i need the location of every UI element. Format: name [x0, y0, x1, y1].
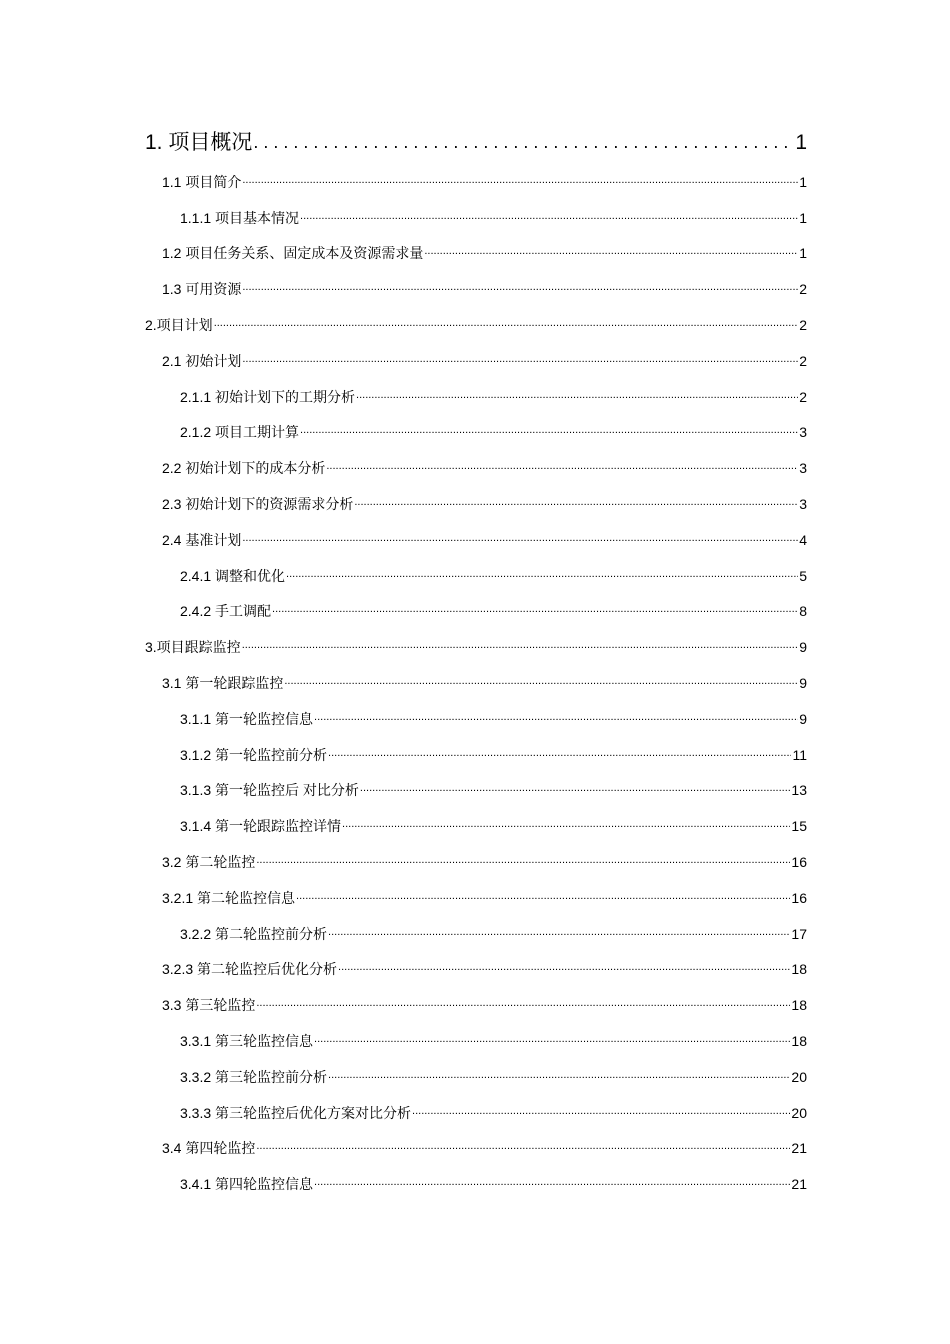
- toc-entry-page-number: 20: [791, 1104, 807, 1121]
- toc-dot-leader: [342, 814, 790, 834]
- toc-dot-leader: [272, 599, 798, 619]
- toc-entry-page-number: 18: [791, 1032, 807, 1049]
- toc-entry-page-number: 3: [799, 424, 807, 441]
- toc-dot-leader: [338, 957, 790, 977]
- toc-dot-leader: [356, 385, 798, 405]
- toc-dot-leader: [286, 564, 798, 584]
- toc-entry[interactable]: [145, 836, 807, 872]
- toc-entry[interactable]: [145, 1123, 807, 1159]
- toc-entry[interactable]: [145, 371, 807, 407]
- toc-entry-page-number: 1: [795, 131, 807, 154]
- toc-entry-label: 3.1 第一轮跟踪监控: [162, 674, 284, 691]
- toc-entry-page-number: 21: [791, 1140, 807, 1157]
- toc-entry-page-number: 16: [791, 853, 807, 870]
- toc-entry-page-number: 11: [792, 746, 807, 763]
- toc-entry[interactable]: [145, 407, 807, 443]
- toc-entry[interactable]: [145, 693, 807, 729]
- toc-entry-page-number: 9: [799, 674, 807, 691]
- toc-entry-page-number: 21: [791, 1176, 807, 1193]
- toc-entry-label: 3.1.2 第一轮监控前分析: [180, 746, 328, 763]
- toc-entry-page-number: 9: [799, 639, 807, 656]
- toc-entry-page-number: 18: [791, 961, 807, 978]
- toc-dot-leader: [256, 850, 790, 870]
- toc-entry[interactable]: [145, 335, 807, 371]
- toc-entry-page-number: 20: [791, 1068, 807, 1085]
- toc-entry-page-number: 3: [799, 495, 807, 512]
- toc-entry-page-number: 4: [799, 531, 807, 548]
- toc-dot-leader: [296, 886, 790, 906]
- toc-entry-label: 3.2.2 第二轮监控前分析: [180, 925, 328, 942]
- toc-entry-label: 3.3.3 第三轮监控后优化方案对比分析: [180, 1104, 412, 1121]
- toc-entry-page-number: 13: [791, 782, 807, 799]
- toc-entry-page-number: 5: [799, 567, 807, 584]
- toc-entry-page-number: 18: [791, 997, 807, 1014]
- toc-entry-label: 3.1.3 第一轮监控后 对比分析: [180, 782, 359, 799]
- toc-entry-page-number: 15: [791, 818, 807, 835]
- toc-entry-label: 2.3 初始计划下的资源需求分析: [162, 495, 354, 512]
- toc-entry-label: 2.1 初始计划: [162, 352, 242, 369]
- table-of-contents: [145, 120, 807, 1194]
- toc-entry-label: 1.3 可用资源: [162, 281, 242, 298]
- toc-entry[interactable]: [145, 586, 807, 622]
- toc-entry[interactable]: [145, 1087, 807, 1123]
- toc-dot-leader: [256, 1136, 790, 1156]
- toc-entry[interactable]: [145, 228, 807, 264]
- toc-dot-leader: [328, 922, 790, 942]
- toc-entry[interactable]: [145, 478, 807, 514]
- toc-dot-leader: [256, 993, 790, 1013]
- toc-entry-label: 3.1.1 第一轮监控信息: [180, 710, 314, 727]
- toc-entry-label: 2.1.1 初始计划下的工期分析: [180, 388, 356, 405]
- toc-entry[interactable]: [145, 800, 807, 836]
- toc-entry-label: 3.4 第四轮监控: [162, 1140, 256, 1157]
- toc-entry[interactable]: [145, 192, 807, 228]
- toc-entry-label: 1.2 项目任务关系、固定成本及资源需求量: [162, 245, 424, 262]
- toc-dot-leader: [326, 456, 798, 476]
- toc-entry[interactable]: [145, 120, 807, 156]
- toc-entry[interactable]: [145, 729, 807, 765]
- toc-entry[interactable]: [145, 908, 807, 944]
- toc-entry-page-number: 2: [799, 388, 807, 405]
- toc-entry[interactable]: [145, 657, 807, 693]
- toc-entry-page-number: 17: [791, 925, 807, 942]
- toc-entry-label: 3.项目跟踪监控: [145, 639, 241, 656]
- toc-entry-label: 3.2.3 第二轮监控后优化分析: [162, 961, 338, 978]
- toc-dot-leader: [354, 492, 798, 512]
- toc-entry[interactable]: [145, 263, 807, 299]
- toc-entry[interactable]: [145, 442, 807, 478]
- toc-dot-leader: [214, 313, 799, 333]
- toc-entry[interactable]: [145, 550, 807, 586]
- toc-dot-leader: [300, 420, 798, 440]
- toc-entry-label: 1. 项目概况: [145, 131, 253, 154]
- toc-entry-page-number: 3: [799, 460, 807, 477]
- toc-entry-label: 3.2 第二轮监控: [162, 853, 256, 870]
- toc-entry-label: 3.3 第三轮监控: [162, 997, 256, 1014]
- toc-dot-leader: [253, 132, 794, 152]
- toc-dot-leader: [242, 277, 798, 297]
- toc-entry[interactable]: [145, 765, 807, 801]
- toc-entry[interactable]: [145, 1015, 807, 1051]
- toc-entry-label: 2.4.1 调整和优化: [180, 567, 286, 584]
- toc-entry-label: 1.1 项目简介: [162, 173, 242, 190]
- toc-entry-label: 2.1.2 项目工期计算: [180, 424, 300, 441]
- toc-dot-leader: [314, 707, 798, 727]
- toc-dot-leader: [242, 170, 798, 190]
- toc-entry[interactable]: [145, 621, 807, 657]
- toc-entry-page-number: 1: [799, 245, 807, 262]
- toc-entry[interactable]: [145, 1158, 807, 1194]
- toc-entry-label: 3.4.1 第四轮监控信息: [180, 1176, 314, 1193]
- toc-entry[interactable]: [145, 979, 807, 1015]
- toc-entry-label: 2.项目计划: [145, 316, 213, 333]
- toc-entry-label: 2.2 初始计划下的成本分析: [162, 460, 326, 477]
- toc-entry-label: 3.3.1 第三轮监控信息: [180, 1032, 314, 1049]
- toc-dot-leader: [424, 241, 798, 261]
- toc-dot-leader: [242, 349, 798, 369]
- toc-dot-leader: [412, 1101, 790, 1121]
- toc-entry-page-number: 16: [791, 889, 807, 906]
- toc-dot-leader: [328, 1065, 790, 1085]
- toc-entry-label: 3.2.1 第二轮监控信息: [162, 889, 296, 906]
- toc-entry-page-number: 2: [799, 352, 807, 369]
- toc-entry-label: 3.3.2 第三轮监控前分析: [180, 1068, 328, 1085]
- toc-dot-leader: [242, 528, 798, 548]
- toc-dot-leader: [328, 743, 791, 763]
- toc-entry-label: 2.4 基准计划: [162, 531, 242, 548]
- toc-entry[interactable]: [145, 514, 807, 550]
- toc-dot-leader: [314, 1029, 790, 1049]
- toc-entry-page-number: 1: [799, 173, 807, 190]
- toc-entry-page-number: 1: [799, 209, 807, 226]
- toc-entry-label: 1.1.1 项目基本情况: [180, 209, 300, 226]
- toc-dot-leader: [360, 778, 791, 798]
- toc-entry[interactable]: [145, 156, 807, 192]
- toc-entry[interactable]: [145, 872, 807, 908]
- toc-entry-page-number: 2: [799, 316, 807, 333]
- toc-entry[interactable]: [145, 299, 807, 335]
- toc-entry[interactable]: [145, 944, 807, 980]
- toc-entry-label: 2.4.2 手工调配: [180, 603, 272, 620]
- toc-entry[interactable]: [145, 1051, 807, 1087]
- toc-dot-leader: [242, 635, 799, 655]
- toc-dot-leader: [284, 671, 798, 691]
- toc-dot-leader: [314, 1172, 790, 1192]
- toc-entry-page-number: 2: [799, 281, 807, 298]
- toc-entry-label: 3.1.4 第一轮跟踪监控详情: [180, 818, 342, 835]
- toc-entry-page-number: 8: [799, 603, 807, 620]
- toc-dot-leader: [300, 206, 798, 226]
- toc-entry-page-number: 9: [799, 710, 807, 727]
